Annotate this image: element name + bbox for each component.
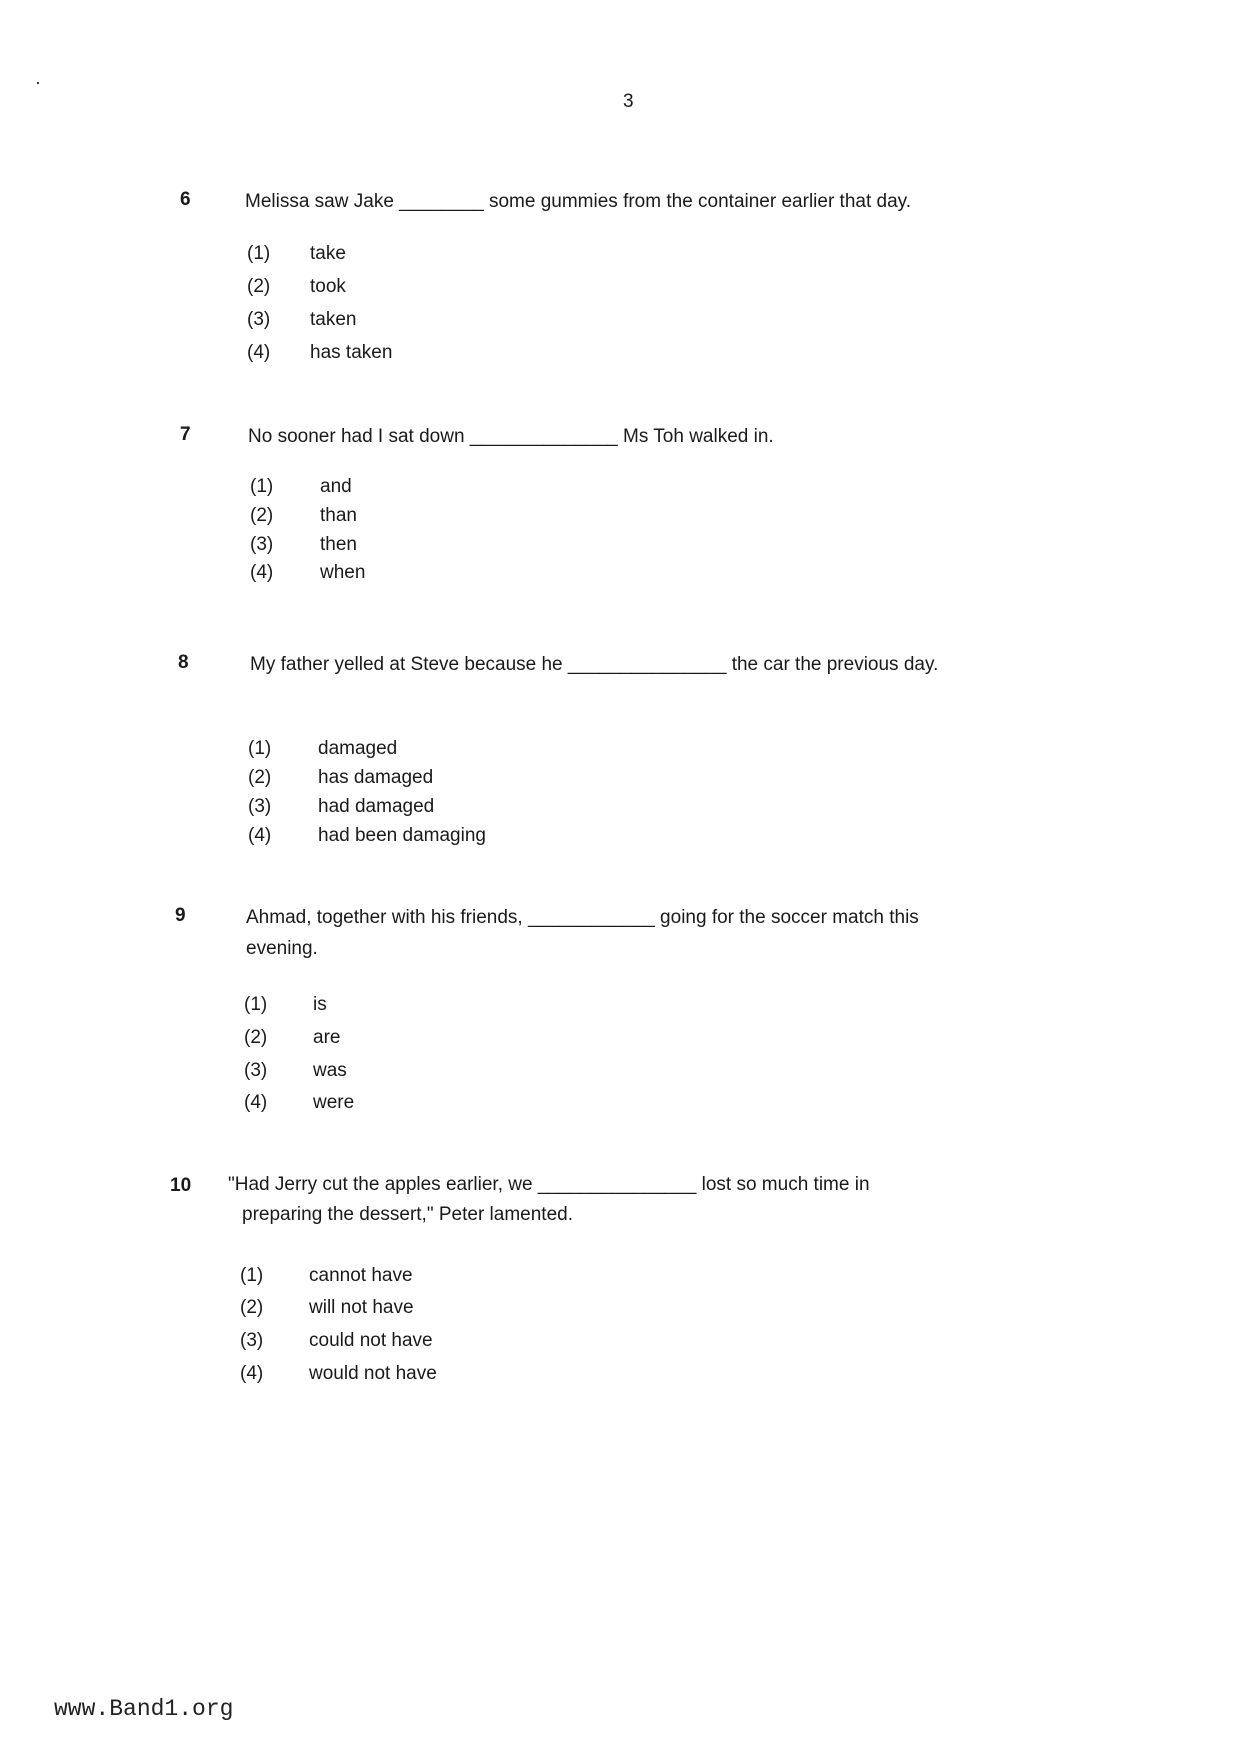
question-text-line-2: preparing the dessert," Peter lamented. (242, 1204, 573, 1225)
question-text: "Had Jerry cut the apples earlier, we _______________ lost so much time in (228, 1174, 870, 1195)
question-text: No sooner had I sat down ______________ Ms Toh walked in. (248, 426, 774, 447)
option-text: had damaged (318, 796, 435, 817)
page-number: 3 (623, 91, 634, 112)
option-text: take (310, 243, 346, 264)
option-label: (2) (248, 767, 272, 788)
question-number: 8 (178, 652, 189, 673)
option-text: and (320, 476, 352, 497)
option-label: (1) (244, 994, 268, 1015)
option-text: has damaged (318, 767, 434, 788)
option-text: could not have (309, 1330, 433, 1351)
option-text: is (313, 994, 327, 1015)
option-text: damaged (318, 738, 398, 759)
option-text: are (313, 1027, 341, 1048)
option-text: was (313, 1060, 347, 1081)
option-text: would not have (309, 1363, 437, 1384)
option-label: (2) (250, 505, 274, 526)
option-label: (3) (248, 796, 272, 817)
option-label: (2) (247, 276, 271, 297)
option-text: when (320, 562, 366, 583)
option-label: (4) (244, 1092, 268, 1113)
option-label: (2) (240, 1297, 264, 1318)
question-number: 10 (170, 1175, 192, 1196)
option-label: (4) (247, 342, 271, 363)
scan-speck (37, 82, 39, 84)
option-text: than (320, 505, 357, 526)
option-text: had been damaging (318, 825, 486, 846)
option-text: then (320, 534, 357, 555)
question-text: My father yelled at Steve because he _______________ the car the previous day. (250, 654, 939, 675)
option-text: cannot have (309, 1265, 413, 1286)
option-text: were (313, 1092, 355, 1113)
option-label: (1) (247, 243, 271, 264)
option-label: (1) (248, 738, 272, 759)
option-label: (1) (250, 476, 274, 497)
option-text: has taken (310, 342, 393, 363)
question-text: Ahmad, together with his friends, ____________ going for the soccer match this (246, 907, 919, 928)
option-label: (4) (248, 825, 272, 846)
option-label: (3) (244, 1060, 268, 1081)
option-label: (2) (244, 1027, 268, 1048)
option-label: (3) (247, 309, 271, 330)
question-number: 6 (180, 189, 191, 210)
option-label: (3) (240, 1330, 264, 1351)
option-text: took (310, 276, 346, 297)
option-label: (4) (250, 562, 274, 583)
footer-website: www.Band1.org (54, 1696, 234, 1722)
question-text: Melissa saw Jake ________ some gummies from the container earlier that day. (245, 191, 912, 212)
option-text: will not have (309, 1297, 414, 1318)
option-label: (1) (240, 1265, 264, 1286)
option-label: (4) (240, 1363, 264, 1384)
option-text: taken (310, 309, 357, 330)
question-number: 7 (180, 424, 191, 445)
question-number: 9 (175, 905, 186, 926)
question-text-line-2: evening. (246, 938, 318, 959)
option-label: (3) (250, 534, 274, 555)
